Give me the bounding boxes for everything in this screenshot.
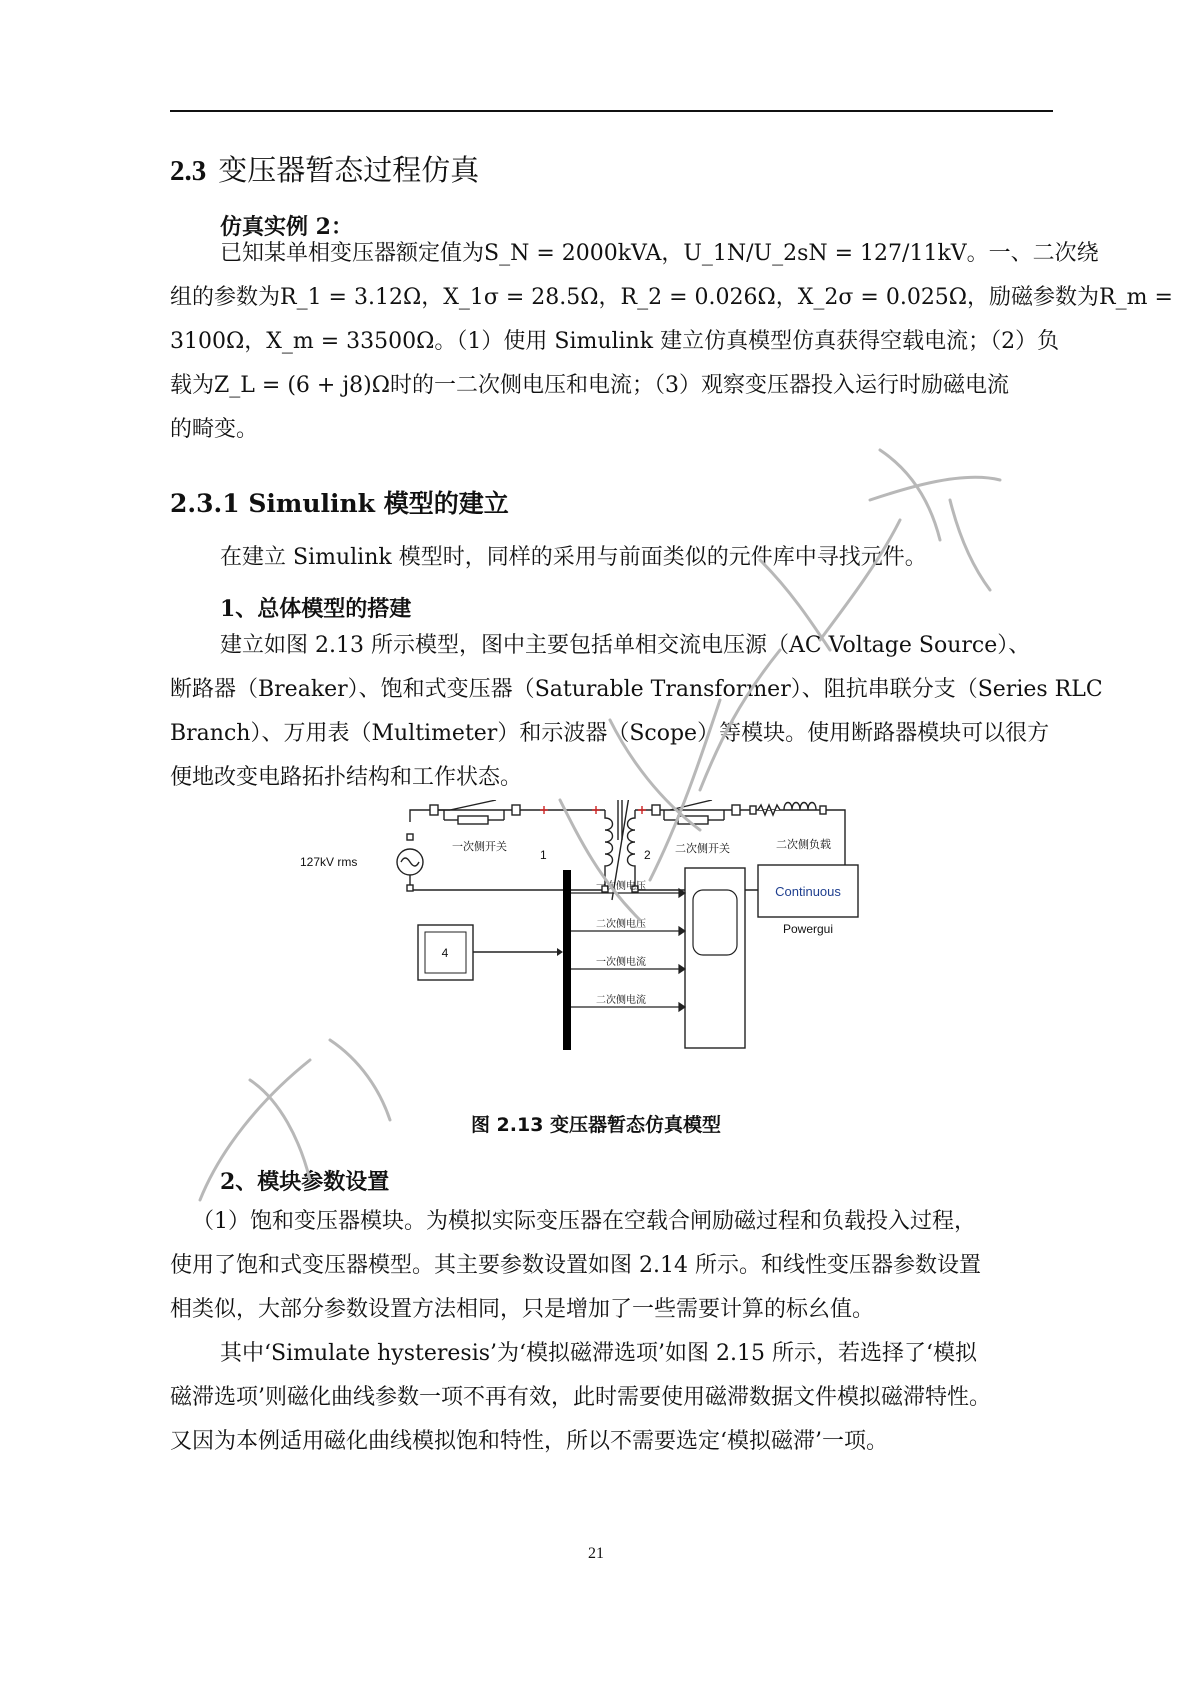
primary-breaker-blade [450, 800, 496, 810]
mux-signal-label: 二次侧电流 [596, 995, 646, 1006]
step2-line: 相类似，大部分参数设置方法相同，只是增加了一些需要计算的标幺值。 [170, 1297, 875, 1322]
intro-line: 组的参数为R_1 = 3.12Ω，X_1σ = 28.5Ω，R_2 = 0.026Ω，X_2σ = 0.025Ω，励磁参数为R_m = [170, 285, 1173, 310]
mux-signal-label: 一次侧电压 [596, 881, 646, 892]
winding2-label: 2 [644, 848, 651, 862]
subsection-number: 2.3.1 [170, 489, 240, 518]
intro-line: 已知某单相变压器额定值为S_N = 2000kVA，U_1N/U_2sN = 127/11kV。一、二次绕 [220, 241, 1099, 266]
simulink-model-figure [300, 800, 920, 1100]
winding1-coil [605, 810, 613, 890]
step2-paragraph [170, 1200, 1053, 1332]
source-label: 127kV rms [300, 855, 358, 869]
intro-line: 载为Z_L = (6 + j8)Ω时的一二次侧电压和电流；（3）观察变压器投入运行时励磁电流 [170, 373, 1009, 398]
step1-line: 建立如图 2.13 所示模型，图中主要包括单相交流电压源（AC Voltage Source）、 [220, 633, 1031, 658]
mux-bar [563, 870, 571, 1050]
step2b-paragraph [170, 1332, 1053, 1464]
step2-line: 使用了饱和式变压器模型。其主要参数设置如图 2.14 所示。和线性变压器参数设置 [170, 1253, 981, 1278]
step2b-line: 磁滞选项’则磁化曲线参数一项不再有效，此时需要使用磁滞数据文件模拟磁滞特性。 [170, 1385, 991, 1410]
header-rule [170, 110, 1053, 112]
winding1-label: 1 [540, 848, 547, 862]
step1-line: Branch）、万用表（Multimeter）和示波器（Scope）等模块。使用断路器模块可以很方 [170, 721, 1050, 746]
intro-paragraph [170, 232, 1173, 452]
step1-line: 便地改变电路拓扑结构和工作状态。 [170, 765, 523, 790]
step1-line: 断路器（Breaker）、饱和式变压器（Saturable Transformer）、阻抗串联分支（Series RLC [170, 677, 1103, 702]
section-title: 变压器暂态过程仿真 [218, 153, 480, 187]
subsection-heading [170, 484, 509, 520]
primary-top-wire [410, 810, 605, 822]
scope-screen [693, 890, 737, 955]
powergui-mode: Continuous [775, 884, 841, 899]
step2b-line: 又因为本例适用磁化曲线模拟饱和特性，所以不需要选定‘模拟磁滞’一项。 [170, 1429, 888, 1454]
step2b-line: 其中‘Simulate hysteresis’为‘模拟磁滞选项’如图 2.15 所示，若选择了‘模拟 [220, 1341, 977, 1366]
intro-line: 3100Ω，X_m = 33500Ω。（1）使用 Simulink 建立仿真模型仿真获得空载电流；（2）负 [170, 329, 1060, 354]
secondary-switch-label: 二次侧开关 [675, 843, 730, 855]
intro-line: 的畸变。 [170, 417, 259, 442]
primary-bottom-wire [410, 858, 605, 890]
figure-caption: 图 2.13 变压器暂态仿真模型 [470, 1114, 722, 1136]
load-resistor [758, 805, 780, 815]
multimeter-value: 4 [441, 946, 449, 960]
section-heading [170, 148, 479, 189]
load-inductor [784, 803, 816, 811]
subsection-intro-line: 在建立 Simulink 模型时，同样的采用与前面类似的元件库中寻找元件。 [220, 545, 927, 570]
step1-paragraph [170, 624, 1103, 800]
step2-line: （1）饱和变压器模块。为模拟实际变压器在空载合闸励磁过程和负载投入过程， [192, 1209, 976, 1234]
powergui-label: Powergui [782, 922, 834, 936]
winding2-coil [628, 810, 636, 890]
subsection-title: Simulink 模型的建立 [248, 489, 509, 518]
step1-heading: 1、总体模型的搭建 [220, 596, 412, 622]
page-number: 21 [588, 1545, 604, 1562]
example-label: 仿真实例 2： [220, 214, 353, 240]
primary-switch-label: 一次侧开关 [452, 841, 507, 853]
section-number: 2.3 [170, 155, 207, 187]
load-label: 二次侧负载 [776, 839, 831, 851]
subsection-intro [170, 536, 1053, 580]
step2-heading: 2、模块参数设置 [220, 1169, 390, 1195]
secondary-breaker-blade [670, 800, 712, 810]
mux-signal-label: 一次侧电流 [596, 957, 646, 968]
mux-signal-label: 二次侧电压 [596, 919, 646, 930]
